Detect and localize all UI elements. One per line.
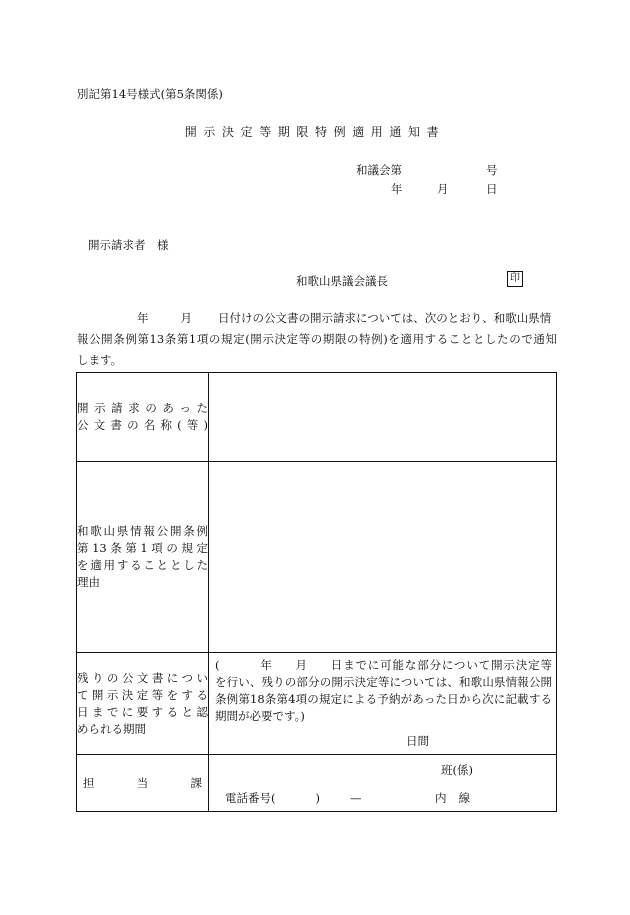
period-line-2: を行い、残りの部分の開示決定等については、和歌山県情報公開 [215, 675, 552, 689]
document-number-suffix: 号 [486, 163, 498, 177]
days-unit: 日間 [406, 734, 429, 748]
label-line: 残りの公文書につい [77, 670, 208, 685]
department-label [77, 755, 209, 812]
body-line-3: します。 [77, 353, 123, 367]
section-unit: 班(係) [441, 763, 473, 777]
document-title: 開示決定等期限特例適用通知書 [184, 125, 446, 139]
document-number-prefix: 和議会第 [356, 163, 402, 177]
label-line: められる期間 [77, 721, 146, 736]
period-line-1-text: 日までに可能な部分について開示決定等 [329, 658, 552, 672]
label-char: 課 [190, 775, 202, 790]
seal-mark: 印 [507, 271, 523, 287]
period-year: 年 [259, 658, 273, 672]
department-field[interactable] [209, 755, 557, 812]
open-paren: ( [215, 658, 220, 672]
document-name-field[interactable] [209, 373, 557, 462]
date-year: 年 [391, 182, 403, 196]
body-line-1 [77, 308, 557, 329]
reason-field[interactable] [209, 462, 557, 653]
sender: 和歌山県議会議長 [296, 274, 388, 288]
period-month: 月 [294, 658, 308, 672]
date-day: 日 [486, 182, 498, 196]
label-line: て開示決定等をする [77, 687, 208, 702]
label-line: 第13条第1項の規定 [77, 541, 208, 555]
phone-label: 電話番号( [225, 791, 276, 805]
body-line-1-text: 日付けの公文書の開示請求については、次のとおり、和歌山県情 [218, 311, 552, 325]
phone-dash: — [350, 791, 362, 805]
table-row [77, 462, 557, 653]
document-name-label [77, 373, 209, 462]
table-row [77, 755, 557, 812]
label-line: 公文書の名称(等) [77, 418, 208, 432]
label-line: を適用することとした [77, 558, 208, 572]
label-char: 担 [83, 775, 95, 790]
recipient: 開示請求者 様 [88, 238, 169, 252]
body-text [77, 308, 557, 371]
form-label: 別記第14号様式(第5条関係) [77, 87, 223, 101]
body-line-2: 報公開条例第13条第1項の規定(開示決定等の期限の特例)を適用することとしたので通知 [77, 332, 557, 346]
period-text [215, 657, 552, 725]
label-line: 日までに要すると認 [77, 704, 208, 719]
reason-label [77, 462, 209, 653]
label-line: 開示請求のあった [77, 401, 208, 415]
period-line-1 [215, 657, 552, 674]
period-line-3: 条例第18条第4項の規定による予納があった日から次に記載する [215, 692, 552, 706]
table-row [77, 653, 557, 755]
period-label [77, 653, 209, 755]
label-line: 和歌山県情報公開条例 [77, 524, 208, 538]
table-row [77, 373, 557, 462]
period-field[interactable] [209, 653, 557, 755]
extension-label: 内線 [435, 791, 482, 805]
form-table [76, 372, 557, 812]
phone-close-paren: ) [315, 791, 320, 805]
label-char: 当 [136, 775, 149, 790]
period-line-4: 期間が必要です。) [215, 709, 305, 723]
body-month: 月 [180, 311, 192, 325]
phone-number [225, 790, 362, 806]
label-line: 理由 [77, 575, 100, 589]
date-month: 月 [437, 182, 449, 196]
body-year: 年 [137, 311, 149, 325]
